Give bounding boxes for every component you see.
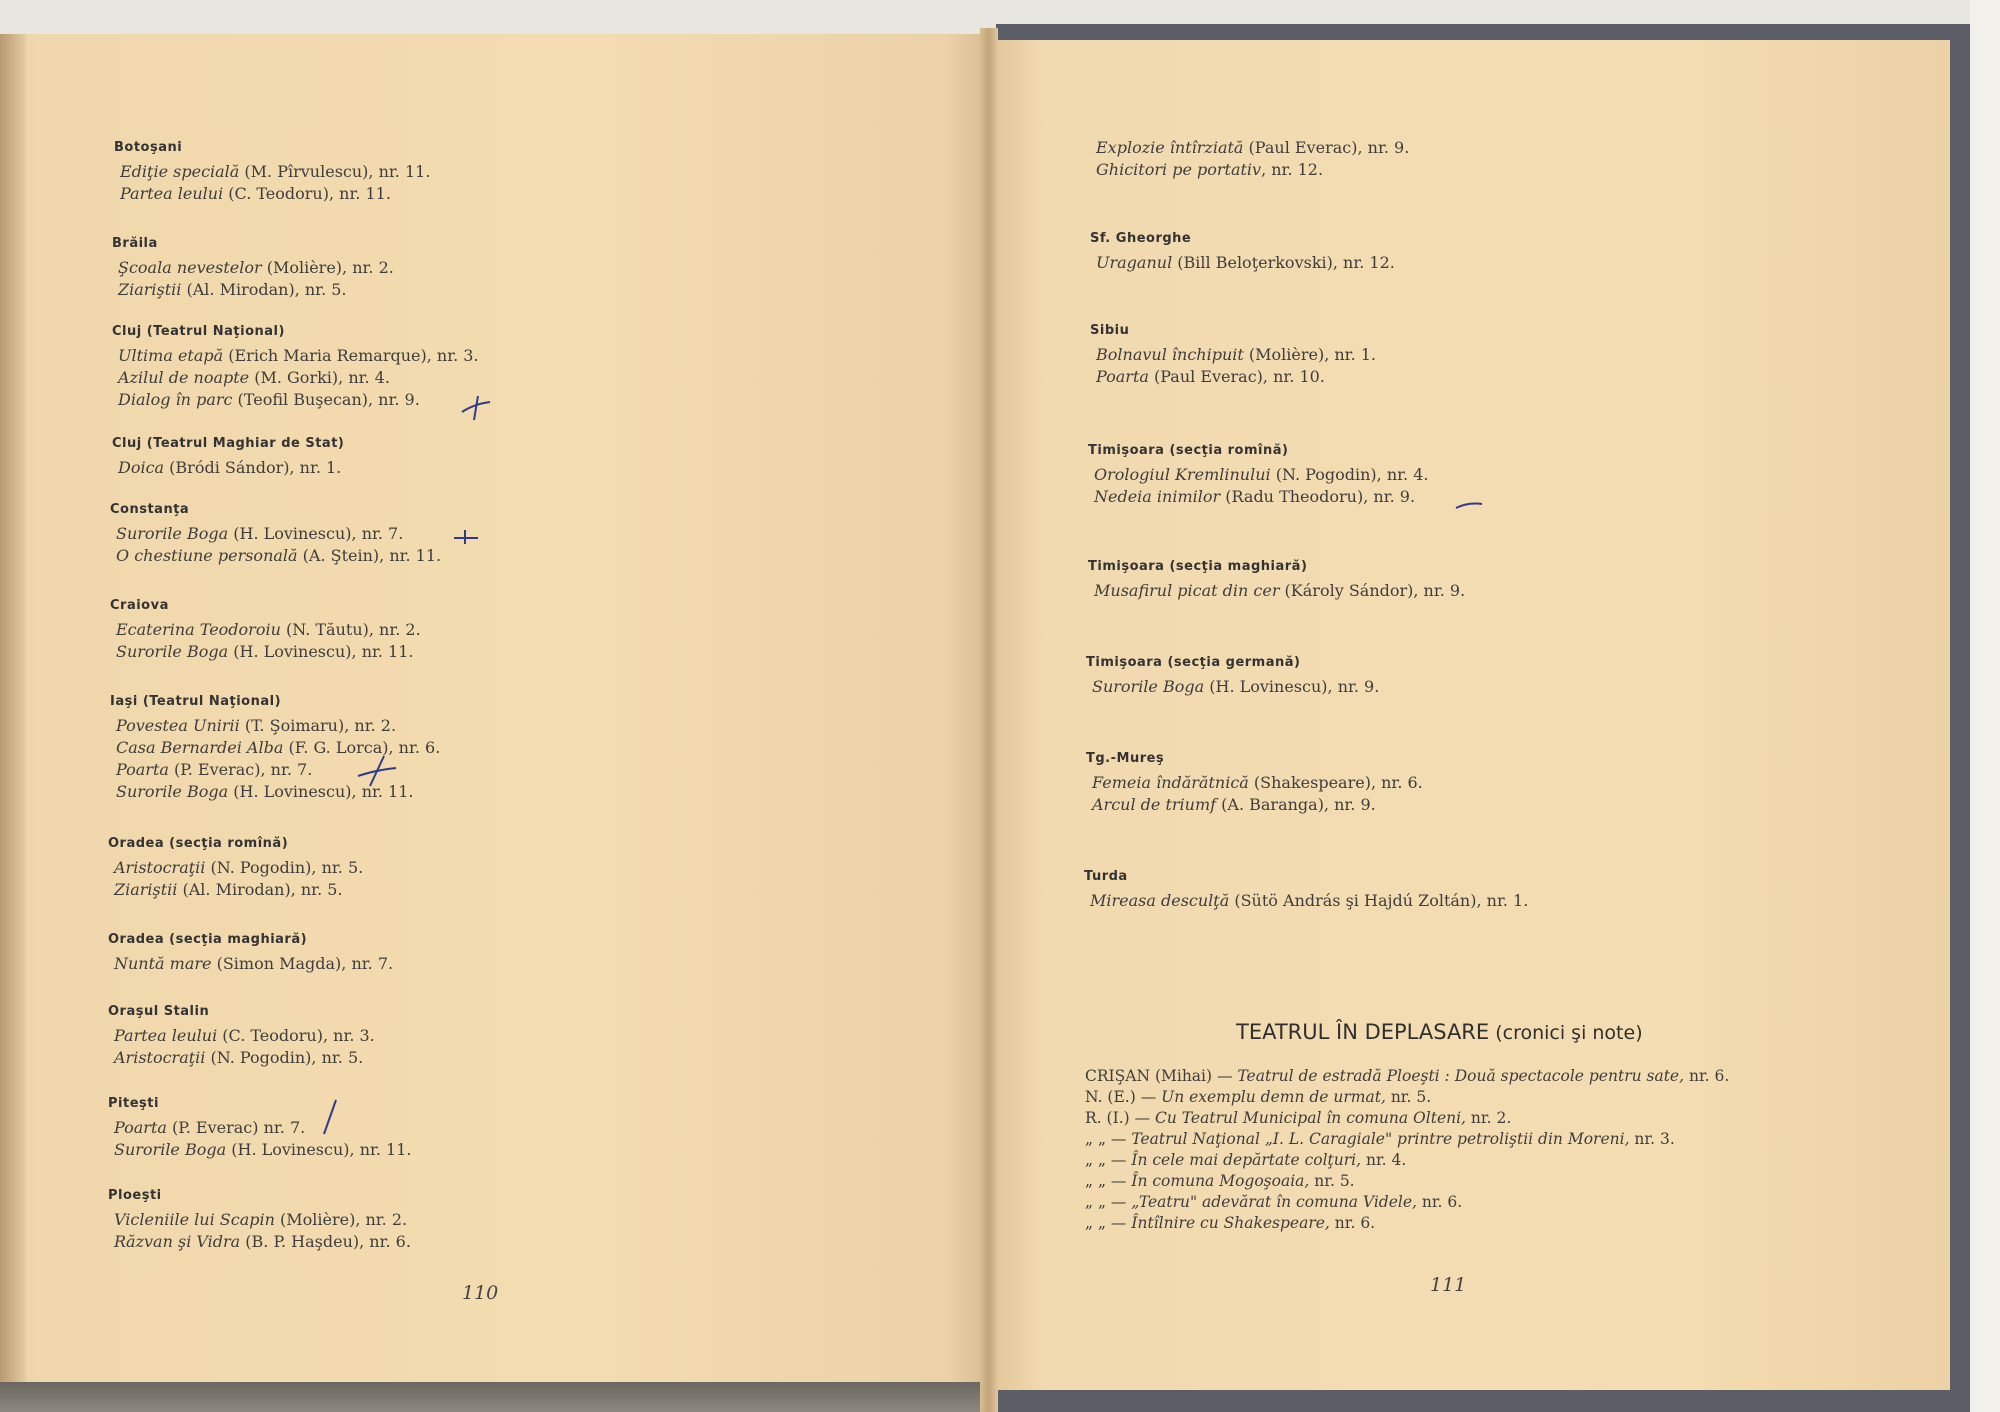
play-title: Răzvan şi Vidra	[114, 1232, 241, 1251]
play-details: (P. Everac) nr. 7.	[166, 1118, 306, 1137]
play-details: (Károly Sándor), nr. 9.	[1279, 581, 1466, 600]
chronicle-author: R. (I.) —	[1085, 1109, 1156, 1127]
city-heading: Cluj (Teatrul Maghiar de Stat)	[112, 436, 345, 451]
play-details: (H. Lovinescu), nr. 9.	[1204, 677, 1380, 696]
city-entry	[1086, 751, 1423, 816]
play-entry	[1090, 366, 1376, 388]
play-details: (M. Gorki), nr. 4.	[249, 368, 390, 387]
city-entry	[108, 1188, 411, 1253]
chronicle-title: Teatrul Naţional „I. L. Caragiale" printre petroliştii din Moreni,	[1131, 1130, 1630, 1148]
play-entry	[114, 161, 430, 183]
play-details: (M. Pîrvulescu), nr. 11.	[239, 162, 431, 181]
chronicle-title: Întîlnire cu Shakespeare,	[1131, 1214, 1330, 1232]
chronicle-entry	[1085, 1066, 1935, 1087]
pen-mark-dash	[1454, 498, 1484, 512]
chronicle-title: „Teatru" adevărat în comuna Videle,	[1131, 1193, 1417, 1211]
play-title: Bolnavul închipuit	[1096, 345, 1244, 364]
city-heading: Oradea (secţia romînă)	[108, 836, 289, 851]
play-entry	[1096, 137, 1409, 159]
left-page-bottom-edge	[0, 1382, 986, 1412]
city-entry	[114, 140, 430, 205]
play-entry	[1084, 890, 1528, 912]
city-heading: Timişoara (secţia germană)	[1086, 655, 1301, 670]
city-heading: Tg.-Mureş	[1086, 751, 1165, 766]
play-details: (N. Tăutu), nr. 2.	[280, 620, 421, 639]
play-title: Poarta	[116, 760, 169, 779]
play-title: Azilul de noapte	[118, 368, 250, 387]
chronicle-entry	[1085, 1108, 1935, 1129]
city-entry	[112, 436, 344, 479]
play-entry	[1086, 676, 1379, 698]
play-title: Surorile Boga	[114, 1140, 227, 1159]
city-entry	[112, 324, 479, 411]
play-details: (Erich Maria Remarque), nr. 3.	[223, 346, 479, 365]
chronicle-issue: nr. 5.	[1309, 1172, 1355, 1190]
city-heading: Iaşi (Teatrul Naţional)	[110, 694, 282, 709]
play-entry	[112, 279, 394, 301]
left-page-edge	[0, 34, 26, 1386]
play-title: Ghicitori pe portativ	[1096, 160, 1262, 179]
city-heading: Constanţa	[110, 502, 190, 517]
city-heading: Ploeşti	[108, 1188, 162, 1203]
play-details: (Molière), nr. 2.	[274, 1210, 408, 1229]
play-entry	[112, 345, 479, 367]
play-title: Explozie întîrziată	[1096, 138, 1244, 157]
pen-mark-cross	[354, 752, 404, 788]
play-entry	[1088, 580, 1465, 602]
city-entry	[1088, 443, 1428, 508]
chronicle-author: „ „ —	[1085, 1151, 1132, 1169]
pen-mark-slash	[318, 1098, 342, 1138]
play-details: (Shakespeare), nr. 6.	[1248, 773, 1423, 792]
play-details: (Al. Mirodan), nr. 5.	[177, 880, 343, 899]
play-details: (Paul Everac), nr. 9.	[1243, 138, 1410, 157]
chronicle-title: Un exemplu demn de urmat,	[1161, 1088, 1386, 1106]
play-details: (T. Şoimaru), nr. 2.	[239, 716, 397, 735]
play-entry	[108, 1025, 375, 1047]
play-entry	[112, 389, 479, 411]
play-title: Poarta	[1096, 367, 1149, 386]
play-entry	[112, 257, 394, 279]
play-title: Aristocraţii	[114, 858, 206, 877]
city-heading: Botoşani	[114, 140, 183, 155]
chronicle-issue: nr. 6.	[1684, 1067, 1730, 1085]
play-title: Musafirul picat din cer	[1094, 581, 1280, 600]
play-entry	[108, 1117, 412, 1139]
play-details: (H. Lovinescu), nr. 11.	[226, 1140, 412, 1159]
book-spine	[980, 28, 998, 1412]
chronicle-title: Cu Teatrul Municipal în comuna Olteni,	[1155, 1109, 1466, 1127]
play-entry	[110, 523, 441, 545]
section-heading-title: TEATRUL ÎN DEPLASARE	[1236, 1020, 1490, 1044]
chronicles-list	[1085, 1066, 1935, 1234]
play-title: Ziariştii	[114, 880, 178, 899]
play-entry	[1096, 159, 1409, 181]
play-title: Surorile Boga	[116, 782, 229, 801]
city-heading: Cluj (Teatrul Naţional)	[112, 324, 285, 339]
play-entry	[1088, 486, 1428, 508]
play-details: (A. Ştein), nr. 11.	[297, 546, 442, 565]
play-title: Nuntă mare	[114, 954, 212, 973]
city-heading: Oradea (secţia maghiară)	[108, 932, 308, 947]
play-entry	[108, 879, 363, 901]
play-details: (Al. Mirodan), nr. 5.	[181, 280, 347, 299]
play-entry	[108, 857, 363, 879]
chronicle-issue: nr. 2.	[1465, 1109, 1512, 1127]
play-title: Arcul de triumf	[1092, 795, 1217, 814]
city-heading: Craiova	[110, 598, 169, 613]
pen-mark-cross	[460, 392, 496, 422]
chronicle-author: „ „ —	[1085, 1130, 1132, 1148]
play-details: (N. Pogodin), nr. 5.	[205, 1048, 364, 1067]
chronicle-author: „ „ —	[1085, 1193, 1132, 1211]
chronicle-issue: nr. 6.	[1329, 1214, 1376, 1232]
chronicle-author: „ „ —	[1085, 1172, 1132, 1190]
play-entry	[1090, 344, 1376, 366]
play-details: (Radu Theodoru), nr. 9.	[1220, 487, 1416, 506]
play-details: (C. Teodoru), nr. 11.	[223, 184, 391, 203]
pen-mark-plus	[452, 528, 482, 548]
city-entry	[108, 1004, 375, 1069]
play-details: (F. G. Lorca), nr. 6.	[283, 738, 441, 757]
play-entry	[1086, 794, 1423, 816]
play-title: Doica	[118, 458, 165, 477]
play-title: Uraganul	[1096, 253, 1173, 272]
play-title: Poarta	[114, 1118, 167, 1137]
play-entry	[108, 1231, 411, 1253]
play-details: (Bill Beloţerkovski), nr. 12.	[1172, 253, 1395, 272]
right-page-continuation	[1096, 137, 1409, 181]
city-entry	[1088, 559, 1465, 602]
play-details: (Molière), nr. 2.	[261, 258, 394, 277]
city-entry	[110, 502, 441, 567]
play-title: Ultima etapă	[118, 346, 224, 365]
city-heading: Timişoara (secţia romînă)	[1088, 443, 1289, 458]
city-entry	[112, 236, 394, 301]
play-title: Ziariştii	[118, 280, 182, 299]
play-details: (Molière), nr. 1.	[1243, 345, 1377, 364]
city-entry	[1086, 655, 1379, 698]
play-entry	[108, 1047, 375, 1069]
play-details: (Sütö András şi Hajdú Zoltán), nr. 1.	[1229, 891, 1529, 910]
play-title: Surorile Boga	[116, 642, 229, 661]
play-title: Vicleniile lui Scapin	[114, 1210, 275, 1229]
city-entry	[1084, 869, 1528, 912]
city-entry	[108, 932, 393, 975]
chronicle-entry	[1085, 1087, 1935, 1108]
play-title: O chestiune personală	[116, 546, 298, 565]
chronicle-issue: nr. 4.	[1361, 1151, 1407, 1169]
city-entry	[108, 1096, 412, 1161]
chronicle-author: N. (E.) —	[1085, 1088, 1162, 1106]
play-details: (Simon Magda), nr. 7.	[211, 954, 394, 973]
play-details: (N. Pogodin), nr. 5.	[205, 858, 364, 877]
play-details: (H. Lovinescu), nr. 11.	[228, 642, 414, 661]
chronicle-title: În cele mai depărtate colţuri,	[1131, 1151, 1362, 1169]
play-title: Dialog în parc	[118, 390, 233, 409]
play-title: Mireasa desculţă	[1090, 891, 1230, 910]
play-details: , nr. 12.	[1261, 160, 1324, 179]
city-heading: Sibiu	[1090, 323, 1130, 338]
play-entry	[114, 183, 430, 205]
play-details: (Bródi Sándor), nr. 1.	[164, 458, 342, 477]
play-details: (H. Lovinescu), nr. 11.	[228, 782, 414, 801]
chronicle-issue: nr. 5.	[1385, 1088, 1432, 1106]
play-entry	[112, 367, 479, 389]
page-number-left: 110	[462, 1282, 499, 1304]
chronicle-title: Teatrul de estradă Ploeşti : Două spectacole pentru sate,	[1237, 1067, 1685, 1085]
chronicle-entry	[1085, 1192, 1935, 1213]
play-title: Surorile Boga	[116, 524, 229, 543]
scan-backdrop-right	[1970, 0, 2000, 1412]
play-title: Ecaterina Teodoroiu	[116, 620, 281, 639]
play-title: Partea leului	[114, 1026, 218, 1045]
play-entry	[108, 1209, 411, 1231]
city-heading: Turda	[1084, 869, 1128, 884]
play-entry	[1088, 464, 1428, 486]
chronicle-entry	[1085, 1171, 1935, 1192]
city-entry	[1090, 323, 1376, 388]
play-title: Femeia îndărătnică	[1092, 773, 1249, 792]
play-entry	[1090, 252, 1395, 274]
city-heading: Sf. Gheorghe	[1090, 231, 1192, 246]
chronicle-entry	[1085, 1213, 1935, 1234]
chronicle-issue: nr. 3.	[1629, 1130, 1675, 1148]
play-entry	[110, 545, 441, 567]
chronicle-issue: nr. 6.	[1416, 1193, 1463, 1211]
city-entry	[110, 598, 421, 663]
play-title: Povestea Unirii	[116, 716, 240, 735]
play-details: (C. Teodoru), nr. 3.	[217, 1026, 375, 1045]
city-entry	[108, 836, 363, 901]
city-entry	[1090, 231, 1395, 274]
play-title: Nedeia inimilor	[1094, 487, 1221, 506]
play-entry	[110, 715, 440, 737]
section-heading-subtitle: (cronici şi note)	[1489, 1022, 1643, 1044]
chronicle-title: În comuna Mogoşoaia,	[1131, 1172, 1310, 1190]
page-number-right: 111	[1430, 1274, 1467, 1296]
play-entry	[112, 457, 344, 479]
play-details: (Teofil Buşecan), nr. 9.	[232, 390, 420, 409]
play-entry	[110, 619, 421, 641]
play-details: (B. P. Haşdeu), nr. 6.	[240, 1232, 411, 1251]
city-heading: Brăila	[112, 236, 158, 251]
play-title: Ediţie specială	[120, 162, 240, 181]
play-details: (P. Everac), nr. 7.	[168, 760, 313, 779]
play-entry	[108, 953, 393, 975]
play-title: Aristocraţii	[114, 1048, 206, 1067]
play-title: Casa Bernardei Alba	[116, 738, 284, 757]
city-heading: Oraşul Stalin	[108, 1004, 210, 1019]
play-title: Şcoala nevestelor	[118, 258, 262, 277]
play-title: Surorile Boga	[1092, 677, 1205, 696]
chronicle-entry	[1085, 1129, 1935, 1150]
play-details: (A. Baranga), nr. 9.	[1216, 795, 1376, 814]
play-details: (H. Lovinescu), nr. 7.	[228, 524, 404, 543]
section-heading	[1236, 1020, 1643, 1044]
play-title: Partea leului	[120, 184, 224, 203]
play-details: (Paul Everac), nr. 10.	[1148, 367, 1325, 386]
chronicle-entry	[1085, 1150, 1935, 1171]
play-entry	[110, 641, 421, 663]
play-title: Orologiul Kremlinului	[1094, 465, 1271, 484]
play-details: (N. Pogodin), nr. 4.	[1270, 465, 1429, 484]
city-heading: Timişoara (secţia maghiară)	[1088, 559, 1308, 574]
chronicle-author: „ „ —	[1085, 1214, 1132, 1232]
play-entry	[108, 1139, 412, 1161]
city-heading: Piteşti	[108, 1096, 159, 1111]
chronicle-author: CRIŞAN (Mihai) —	[1085, 1067, 1238, 1085]
play-entry	[1086, 772, 1423, 794]
